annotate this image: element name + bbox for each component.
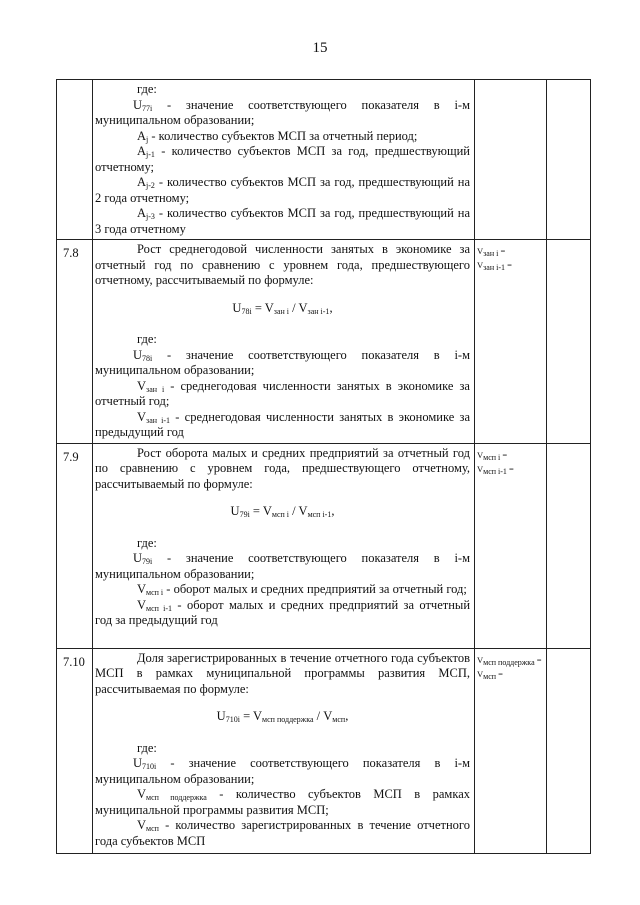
row-description: Рост среднегодовой численности занятых в экономике за отчетный год по сравнению с уровнем года, предшествующего отчетному, рассчитываемый по формуле:	[95, 242, 470, 287]
variables-cell	[475, 648, 547, 853]
row-description-cell	[93, 648, 475, 853]
definition-aj1: $A_{j-1}$ - количество субъектов МСП за год, предшествующий отчетному;	[95, 144, 470, 174]
definition-v1: $V_{мсп i}$ - оборот малых и средних предприятий за отчетный год;	[137, 582, 467, 597]
variables-cell	[475, 443, 547, 648]
empty-cell	[547, 443, 591, 648]
row-number: 7.9	[57, 443, 93, 648]
definition-u: $U_{78i}$ - значение соответствующего показателя в i-м муниципальном образовании;	[95, 347, 470, 377]
variables-cell	[475, 240, 547, 444]
row-description-cell	[93, 443, 475, 648]
definition-v2: $V_{зан i-1}$ - среднегодовая численности занятых в экономике за предыдущий год	[95, 409, 470, 439]
formula: $U_{710i} = V_{мсп поддержка} / V_{мсп}$,	[216, 709, 349, 724]
row-number-cell	[57, 80, 93, 240]
definition-u77: $U_{77i}$ - значение соответствующего показателя в i-м муниципальном образовании;	[95, 97, 470, 127]
table-row-continuation	[57, 80, 591, 240]
where-label: где:	[137, 82, 157, 96]
indicator-table	[56, 79, 591, 854]
definition-v1: $V_{зан i}$ - среднегодовая численности занятых в экономике за отчетный год;	[95, 378, 470, 408]
row-number: 7.10	[57, 648, 93, 853]
row-description-cell	[93, 240, 475, 444]
definition-v2: $V_{мсп}$ - количество зарегистрированных в течение отчетного года субъектов МСП	[95, 818, 470, 848]
formula: $U_{79i} = V_{мсп i} / V_{мсп i-1}$,	[230, 504, 335, 519]
where-label: где:	[137, 535, 157, 550]
definition-u: $U_{79i}$ - значение соответствующего показателя в i-м муниципальном образовании;	[95, 551, 470, 581]
variable-entry: $V_{зан i}$ =	[477, 246, 506, 258]
definition-u: $U_{710i}$ - значение соответствующего показателя в i-м муниципальном образовании;	[95, 756, 470, 786]
definition-aj: $A_j$ - количество субъектов МСП за отчетный период;	[137, 128, 418, 144]
variable-entry: $V_{зан i-1}$ =	[477, 260, 512, 272]
definition-aj3: $A_{j-3}$ - количество субъектов МСП за год, предшествующий на 3 года отчетному	[95, 206, 470, 236]
definition-v1: $V_{мсп поддержка}$ - количество субъектов МСП в рамках муниципальной программы развития МСП;	[95, 787, 471, 817]
variable-entry: $V_{мсп i}$ =	[477, 449, 508, 462]
empty-cell	[547, 80, 591, 240]
variable-entry: $V_{мсп i-1}$ =	[477, 463, 514, 476]
definition-v2: $V_{мсп i-1}$ - оборот малых и средних предприятий за отчетный год за предыдущий год	[95, 597, 471, 627]
variable-entry: $V_{мсп}$ =	[477, 668, 503, 681]
empty-cell	[547, 240, 591, 444]
row-description: Рост оборота малых и средних предприятий за отчетный год по сравнению с уровнем года, предшествующего отчетному, рассчитываемый по формуле:	[95, 445, 470, 491]
page-number: 15	[312, 40, 328, 56]
variable-entry: $V_{мсп поддержка}$ =	[477, 654, 542, 667]
table-row-7-9	[57, 443, 591, 648]
table-row-7-8	[57, 240, 591, 444]
row-description: Доля зарегистрированных в течение отчетного года субъектов МСП в рамках муниципальной программы развития МСП, рассчитываемая по формуле:	[95, 650, 470, 696]
where-label: где:	[137, 332, 157, 346]
definition-aj2: $A_{j-2}$ - количество субъектов МСП за год, предшествующий на 2 года отчетному;	[95, 175, 470, 205]
row-description-cell	[93, 80, 475, 240]
table-row-7-10	[57, 648, 591, 853]
formula: $U_{78i} = V_{зан i} / V_{зан i-1}$,	[232, 300, 333, 316]
row-number: 7.8	[57, 240, 93, 444]
empty-cell	[547, 648, 591, 853]
where-label: где:	[137, 740, 157, 755]
variables-cell	[475, 80, 547, 240]
